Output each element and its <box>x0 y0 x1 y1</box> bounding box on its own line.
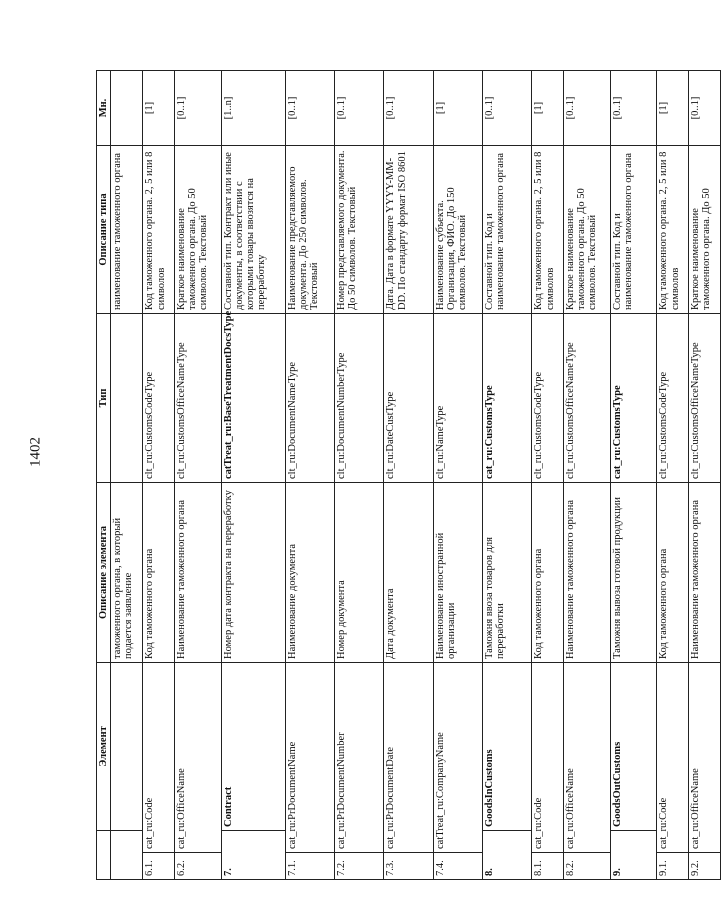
element-cell: cat_ru:OfficeName <box>563 663 610 853</box>
type-cell: clt_ru:CustomsCodeType <box>657 314 688 483</box>
table-header-row <box>97 71 111 880</box>
row-number <box>111 831 143 880</box>
col-header-type-description: Описание типа <box>97 146 111 314</box>
type-cell: cat_ru:CustomsType <box>483 314 532 483</box>
type-description-cell: Составной тип. Контракт или иные документы, в соответствии с которыми товары ввозятся на переработку <box>221 146 285 314</box>
element-cell: cat_ru:PrDocumentNumber <box>335 663 384 853</box>
row-number: 7.1. <box>285 853 334 880</box>
type-description-cell: Код таможенного органа. 2, 5 или 8 символов <box>657 146 688 314</box>
type-description-cell: наименование таможенного органа <box>111 146 143 314</box>
row-number: 6.1. <box>143 853 174 880</box>
col-header-type: Тип <box>97 314 111 483</box>
element-cell: GoodsOutCustoms <box>610 663 657 831</box>
type-description-cell: Составной тип. Код и наименование таможенного органа <box>610 146 657 314</box>
row-number: 9.2. <box>688 853 720 880</box>
table-row <box>174 71 221 880</box>
element-description-cell: таможенного органа, в который подается заявление <box>111 483 143 663</box>
type-description-cell: Наименование субъекта. Организация, ФИО. До 150 символов. Текстовый <box>433 146 482 314</box>
row-number: 9. <box>610 831 657 880</box>
element-description-cell: Код таможенного органа <box>532 483 563 663</box>
table-row <box>111 71 143 880</box>
col-header-element-description: Описание элемента <box>97 483 111 663</box>
element-description-cell: Наименование таможенного органа <box>563 483 610 663</box>
element-cell: cat_ru:PrDocumentDate <box>384 663 433 853</box>
multiplicity-cell: [0..1] <box>610 71 657 146</box>
multiplicity-cell: [0..1] <box>483 71 532 146</box>
element-description-cell: Таможня вывоза готовой продукции <box>610 483 657 663</box>
multiplicity-cell: [1..n] <box>221 71 285 146</box>
type-cell: clt_ru:DocumentNameType <box>285 314 334 483</box>
table-row <box>335 71 384 880</box>
rotated-table-frame <box>96 71 721 880</box>
type-cell: cat_ru:CustomsType <box>610 314 657 483</box>
element-description-cell: Наименование таможенного органа <box>688 483 720 663</box>
type-cell: catTreat_ru:BaseTreatmentDocsType <box>221 314 285 483</box>
type-description-cell: Краткое наименование таможенного органа. До 50 символов. Текстовый <box>174 146 221 314</box>
type-description-cell: Номер представляемого документа. До 50 символов. Текстовый <box>335 146 384 314</box>
multiplicity-cell: [1] <box>433 71 482 146</box>
type-cell: clt_ru:CustomsOfficeNameType <box>688 314 720 483</box>
type-cell: clt_ru:DocumentNumberType <box>335 314 384 483</box>
table-row <box>285 71 334 880</box>
multiplicity-cell: [0..1] <box>285 71 334 146</box>
table-row <box>384 71 433 880</box>
row-number: 8.1. <box>532 853 563 880</box>
element-description-cell: Наименование документа <box>285 483 334 663</box>
element-cell: Contract <box>221 663 285 831</box>
element-description-cell: Код таможенного органа <box>143 483 174 663</box>
type-cell: clt_ru:NameType <box>433 314 482 483</box>
row-number: 7.2. <box>335 853 384 880</box>
row-number: 7.4. <box>433 853 482 880</box>
type-cell: clt_ru:CustomsOfficeNameType <box>174 314 221 483</box>
element-description-cell: Дата документа <box>384 483 433 663</box>
type-description-cell: Дата. Дата в формате YYYY-MM-DD. По стандарту формат ISO 8601 <box>384 146 433 314</box>
element-cell: cat_ru:PrDocumentName <box>285 663 334 853</box>
type-description-cell: Краткое наименование таможенного органа. До 50 символов. Текстовый <box>563 146 610 314</box>
table-row <box>143 71 174 880</box>
table-row <box>483 71 532 880</box>
multiplicity-cell: [0..1] <box>563 71 610 146</box>
table-row <box>532 71 563 880</box>
type-description-cell: Код таможенного органа. 2, 5 или 8 символов <box>532 146 563 314</box>
element-description-cell: Номер документа <box>335 483 384 663</box>
multiplicity-cell: [1] <box>532 71 563 146</box>
type-cell: clt_ru:CustomsOfficeNameType <box>563 314 610 483</box>
specification-table <box>96 70 721 880</box>
table-row <box>221 71 285 880</box>
row-number: 7. <box>221 831 285 880</box>
row-number: 8.2. <box>563 853 610 880</box>
multiplicity-cell: [1] <box>143 71 174 146</box>
element-cell: catTreat_ru:CompanyName <box>433 663 482 853</box>
col-header-number <box>97 831 111 880</box>
type-cell: clt_ru:CustomsCodeType <box>532 314 563 483</box>
type-description-cell: Код таможенного органа. 2, 5 или 8 символов <box>143 146 174 314</box>
element-description-cell: Наименование иностранной организации <box>433 483 482 663</box>
element-cell: GoodsInCustoms <box>483 663 532 831</box>
element-cell: cat_ru:OfficeName <box>688 663 720 853</box>
multiplicity-cell: [0..1] <box>174 71 221 146</box>
element-description-cell: Наименование таможенного органа <box>174 483 221 663</box>
page-number: 1402 <box>27 437 44 467</box>
type-description-cell: Краткое наименование таможенного органа. До 50 <box>688 146 720 314</box>
col-header-element: Элемент <box>97 663 111 831</box>
element-cell <box>111 663 143 831</box>
row-number: 9.1. <box>657 853 688 880</box>
type-cell: clt_ru:CustomsCodeType <box>143 314 174 483</box>
type-cell: clt_ru:DateCustType <box>384 314 433 483</box>
col-header-multiplicity: Мн. <box>97 71 111 146</box>
element-cell: cat_ru:Code <box>143 663 174 853</box>
element-cell: cat_ru:OfficeName <box>174 663 221 853</box>
element-cell: cat_ru:Code <box>657 663 688 853</box>
multiplicity-cell <box>111 71 143 146</box>
multiplicity-cell: [1] <box>657 71 688 146</box>
table-row <box>563 71 610 880</box>
type-cell <box>111 314 143 483</box>
type-description-cell: Наименование представляемого документа. До 250 символов. Текстовый <box>285 146 334 314</box>
type-description-cell: Составной тип. Код и наименование таможенного органа <box>483 146 532 314</box>
element-cell: cat_ru:Code <box>532 663 563 853</box>
element-description-cell: Код таможенного органа <box>657 483 688 663</box>
row-number: 8. <box>483 831 532 880</box>
table-row <box>433 71 482 880</box>
multiplicity-cell: [0..1] <box>384 71 433 146</box>
table-container <box>96 71 721 880</box>
row-number: 6.2. <box>174 853 221 880</box>
element-description-cell: Таможня ввоза товаров для переработки <box>483 483 532 663</box>
multiplicity-cell: [0..1] <box>335 71 384 146</box>
element-description-cell: Номер дата контракта на переработку <box>221 483 285 663</box>
table-row <box>657 71 688 880</box>
table-row <box>688 71 720 880</box>
table-row <box>610 71 657 880</box>
multiplicity-cell: [0..1] <box>688 71 720 146</box>
row-number: 7.3. <box>384 853 433 880</box>
